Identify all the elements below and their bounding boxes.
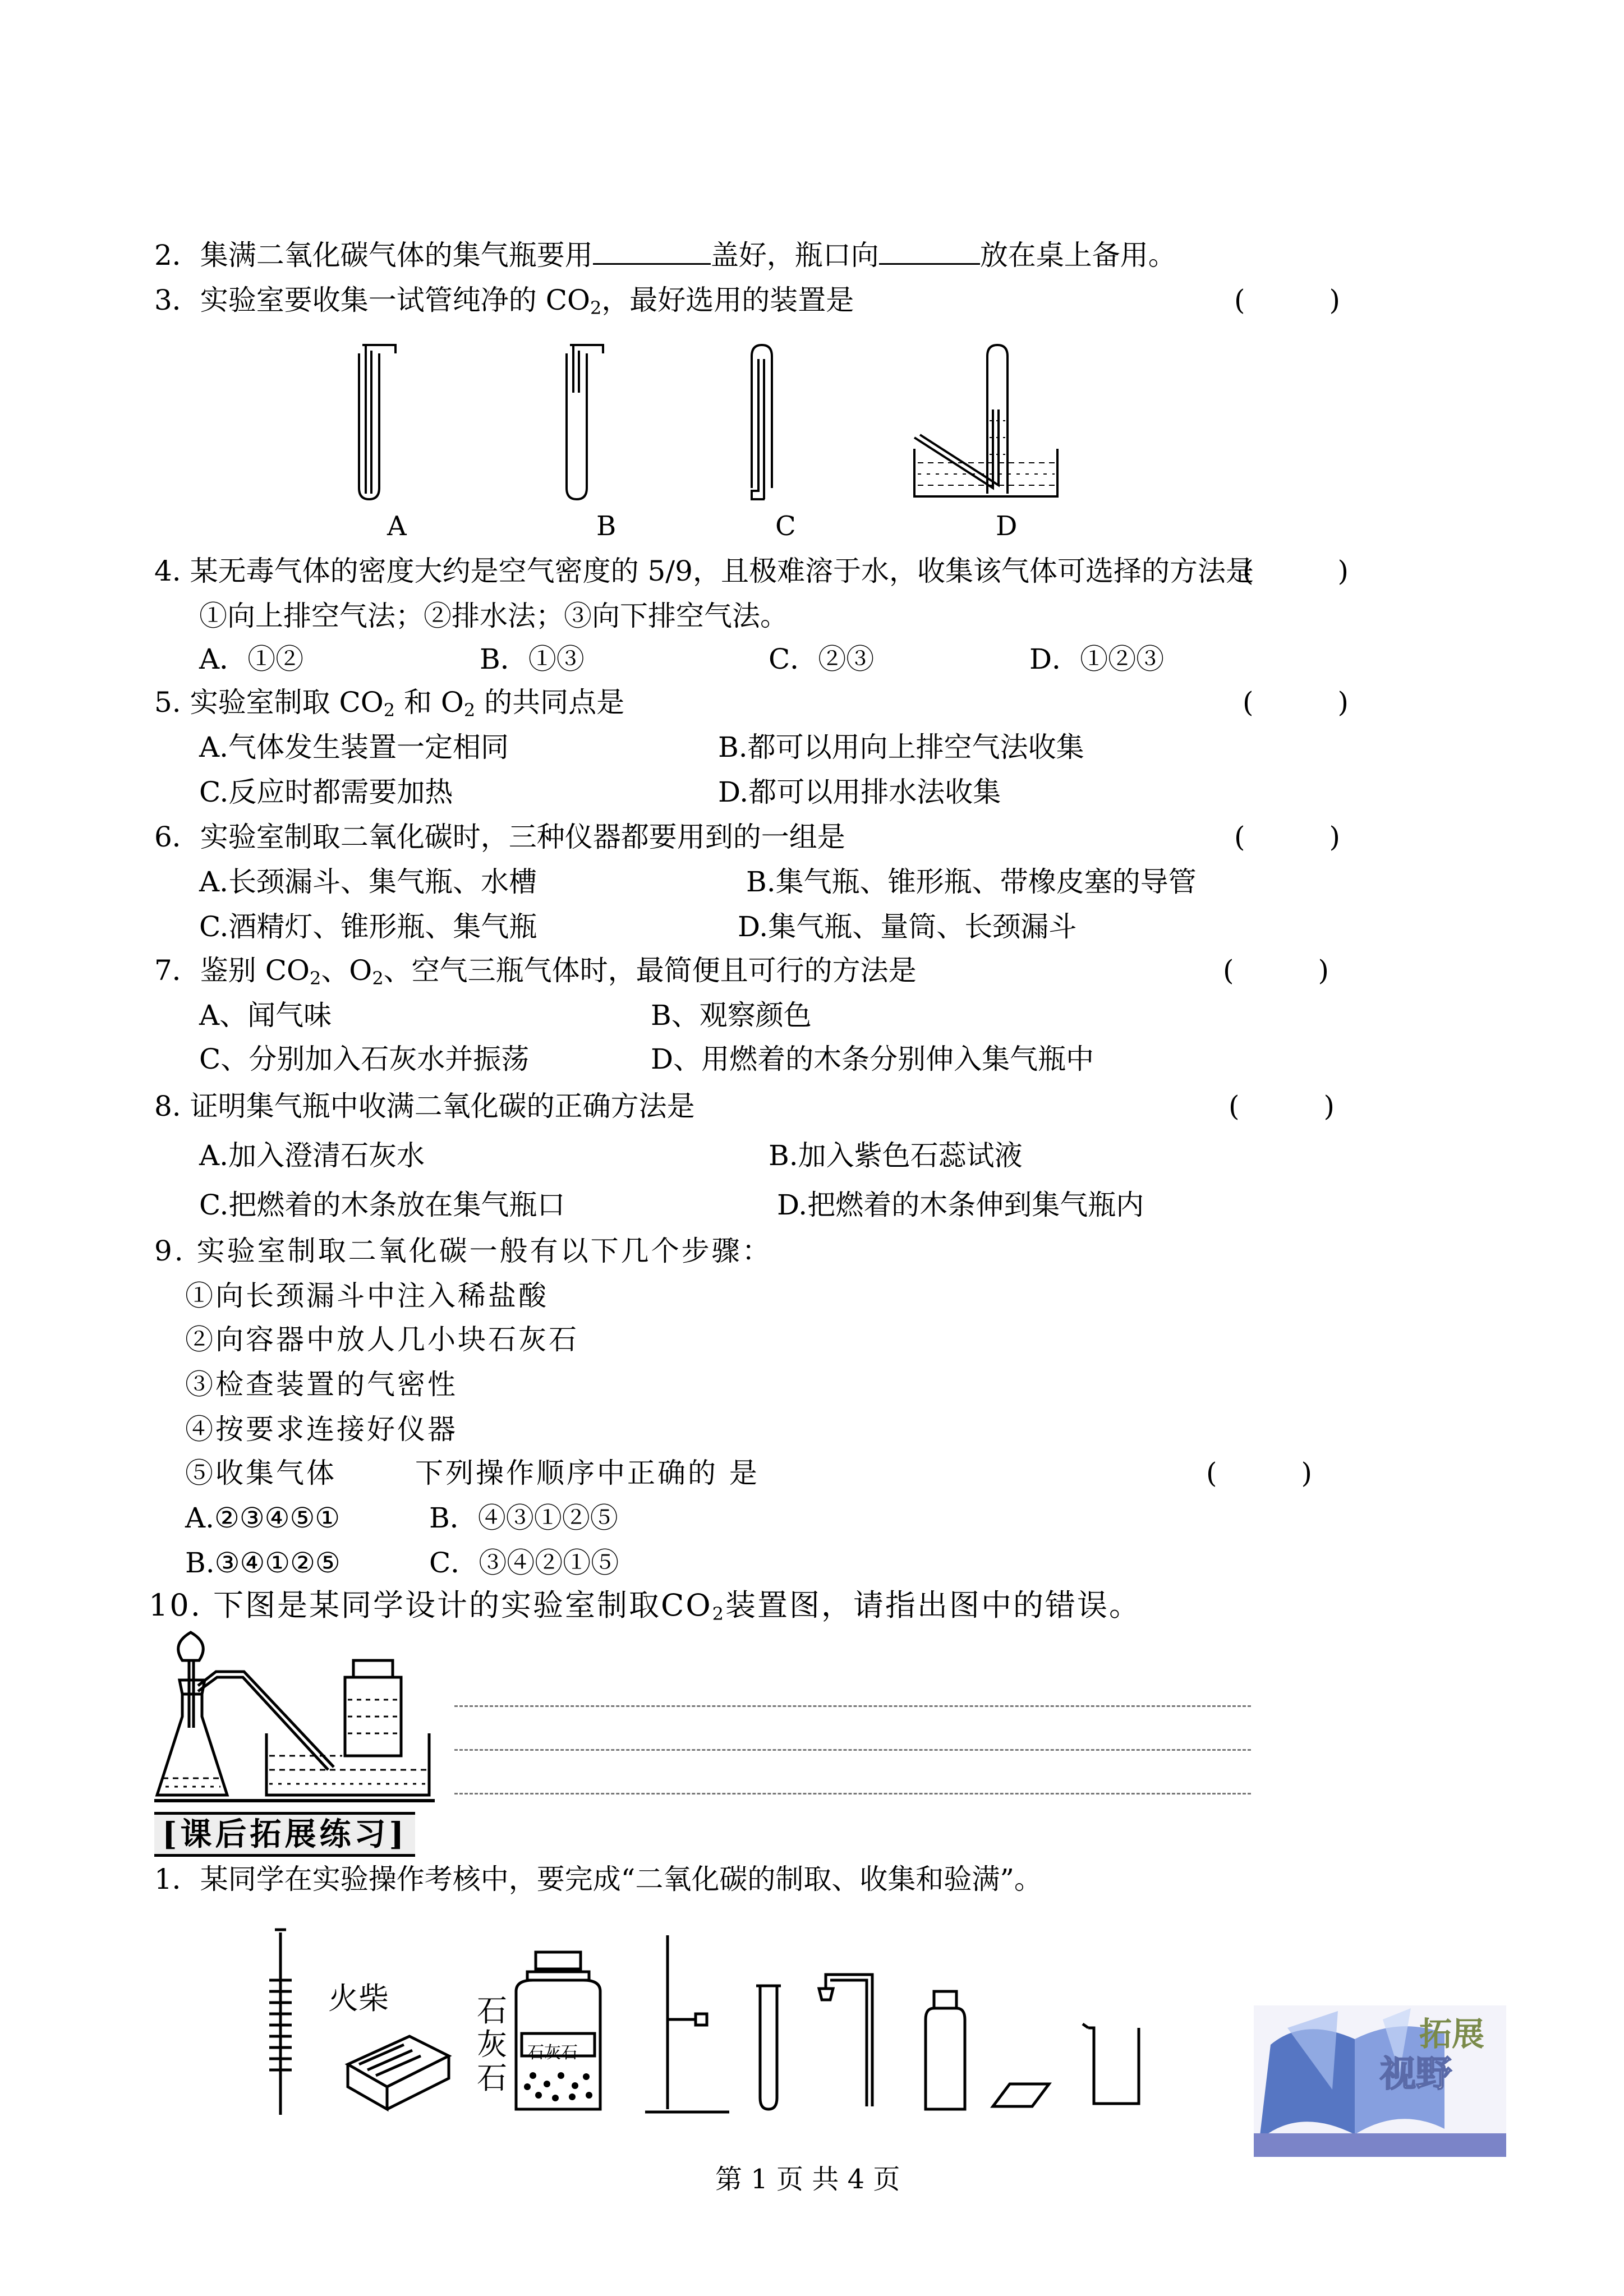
- q8-option-a[interactable]: A.加入澄清石灰水: [199, 1139, 425, 1172]
- q5-option-c[interactable]: C.反应时都需要加热: [199, 776, 453, 808]
- q10-answer-line-2[interactable]: [454, 1749, 1251, 1751]
- q3-label-a: A: [387, 510, 407, 542]
- q3-answer-paren[interactable]: ( ): [1234, 284, 1341, 316]
- q2-line: 2．集满二氧化碳气体的集气瓶要用 盖好，瓶口向 放在桌上备用。: [154, 239, 1176, 272]
- q7-option-a[interactable]: A、闻气味: [199, 999, 332, 1032]
- glass-plate-icon: [993, 2084, 1049, 2106]
- q9-step-4: ④按要求连接好仪器: [185, 1413, 458, 1446]
- q5-option-a[interactable]: A.气体发生装置一定相同: [199, 731, 509, 763]
- q9-step-5: ⑤收集气体: [185, 1457, 337, 1489]
- q6-option-d[interactable]: D.集气瓶、量筒、长颈漏斗: [738, 910, 1077, 943]
- q8-option-d[interactable]: D.把燃着的木条伸到集气瓶内: [777, 1189, 1144, 1221]
- q5-option-b[interactable]: B.都可以用向上排空气法收集: [718, 731, 1084, 763]
- ext1-question: 1．某同学在实验操作考核中，要完成“二氧化碳的制取、收集和验满”。: [154, 1863, 1042, 1895]
- apparatus-a: [359, 345, 395, 499]
- q6-question: 6．实验室制取二氧化碳时，三种仪器都要用到的一组是: [154, 821, 845, 853]
- q3-label-d: D: [996, 510, 1018, 542]
- q4-option-b[interactable]: B．①③: [480, 643, 585, 675]
- q10-answer-line-1[interactable]: [454, 1705, 1251, 1707]
- matchbox-icon: [348, 2036, 449, 2109]
- q9-option-c[interactable]: B.③④①②⑤: [185, 1547, 341, 1579]
- gas-jar-icon: [926, 1991, 965, 2109]
- q9-question: 9. 实验室制取二氧化碳一般有以下几个步骤：: [154, 1235, 772, 1267]
- q8-answer-paren[interactable]: ( ): [1229, 1090, 1335, 1122]
- q9-step-3: ③检查装置的气密性: [185, 1368, 458, 1401]
- q3-apparatus-figure: [337, 342, 1077, 516]
- q8-option-b[interactable]: B.加入紫色石蕊试液: [769, 1139, 1023, 1172]
- ext1-label-limestone: 石灰石: [477, 1993, 507, 2096]
- q4-methods: ①向上排空气法；②排水法；③向下排空气法。: [199, 600, 788, 632]
- q5-answer-paren[interactable]: ( ): [1243, 686, 1349, 719]
- q4-question: 4. 某无毒气体的密度大约是空气密度的 5/9，且极难溶于水，收集该气体可选择的方法是: [154, 555, 1254, 587]
- q5-option-d[interactable]: D.都可以用排水法收集: [718, 776, 1001, 808]
- delivery-tube-icon: [819, 1975, 872, 2106]
- q6-option-a[interactable]: A.长颈漏斗、集气瓶、水槽: [199, 866, 537, 898]
- q7-answer-paren[interactable]: ( ): [1223, 954, 1329, 987]
- badge-line1: 拓展: [1419, 2015, 1485, 2053]
- q9-option-d[interactable]: C．③④②①⑤: [429, 1547, 619, 1579]
- q3-label-c: C: [775, 510, 796, 542]
- q9-step-2: ②向容器中放人几小块石灰石: [185, 1323, 579, 1356]
- apparatus-b: [567, 345, 603, 499]
- q10-answer-line-3[interactable]: [454, 1793, 1251, 1795]
- q4-answer-paren[interactable]: ( ): [1243, 555, 1349, 587]
- ext1-apparatus-figure: [252, 1930, 1200, 2120]
- q9-option-b[interactable]: B．④③①②⑤: [429, 1502, 618, 1534]
- q7-option-d[interactable]: D、用燃着的木条分别伸入集气瓶中: [651, 1043, 1094, 1075]
- beaker-icon: [1083, 2024, 1139, 2104]
- apparatus-c: [752, 345, 772, 499]
- ext1-label-matches: 火柴: [328, 1981, 389, 2016]
- q2-blank-2[interactable]: [879, 241, 980, 265]
- q9-answer-paren[interactable]: ( ): [1206, 1457, 1313, 1489]
- ext1-jar-label: 石灰石: [527, 2043, 578, 2063]
- page-footer: 第 1 页 共 4 页: [715, 2164, 900, 2195]
- q7-option-b[interactable]: B、观察颜色: [651, 999, 812, 1032]
- q9-option-a[interactable]: A.②③④⑤①: [185, 1502, 341, 1534]
- q9-step-1: ①向长颈漏斗中注入稀盐酸: [185, 1280, 549, 1312]
- q10-apparatus-figure: [154, 1627, 435, 1806]
- section-title: [课后拓展练习]: [154, 1812, 415, 1857]
- q7-option-c[interactable]: C、分别加入石灰水并振荡: [199, 1043, 530, 1075]
- q4-option-c[interactable]: C．②③: [769, 643, 875, 675]
- badge-line2: 视野: [1380, 2054, 1452, 2095]
- q5-question: 5. 实验室制取 $CO_2$ 和 $O_2$ 的共同点是: [154, 686, 625, 721]
- q3-question: 3．实验室要收集一试管纯净的 $CO_2$，最好选用的装置是: [154, 284, 854, 319]
- q4-option-d[interactable]: D．①②③: [1029, 643, 1165, 675]
- q6-option-b[interactable]: B.集气瓶、锥形瓶、带橡皮塞的导管: [746, 866, 1197, 898]
- q8-question: 8. 证明集气瓶中收满二氧化碳的正确方法是: [154, 1090, 695, 1122]
- q3-label-b: B: [596, 510, 617, 542]
- iron-stand-icon: [645, 1935, 729, 2112]
- q6-answer-paren[interactable]: ( ): [1234, 821, 1341, 853]
- q2-blank-1[interactable]: [593, 241, 711, 265]
- brush-icon: [269, 1930, 292, 2115]
- q9-order-question: 下列操作顺序中正确的 是: [415, 1457, 760, 1489]
- test-tube-icon: [756, 1986, 781, 2109]
- q4-option-a[interactable]: A．①②: [199, 643, 304, 675]
- q6-option-c[interactable]: C.酒精灯、锥形瓶、集气瓶: [199, 910, 537, 943]
- q7-question: 7．鉴别 $CO_2$、$O_2$、空气三瓶气体时，最简便且可行的方法是: [154, 954, 917, 989]
- q8-option-c[interactable]: C.把燃着的木条放在集气瓶口: [199, 1189, 565, 1221]
- q10-question: 10. 下图是某同学设计的实验室制取$CO_2$装置图，请指出图中的错误。: [149, 1588, 1141, 1625]
